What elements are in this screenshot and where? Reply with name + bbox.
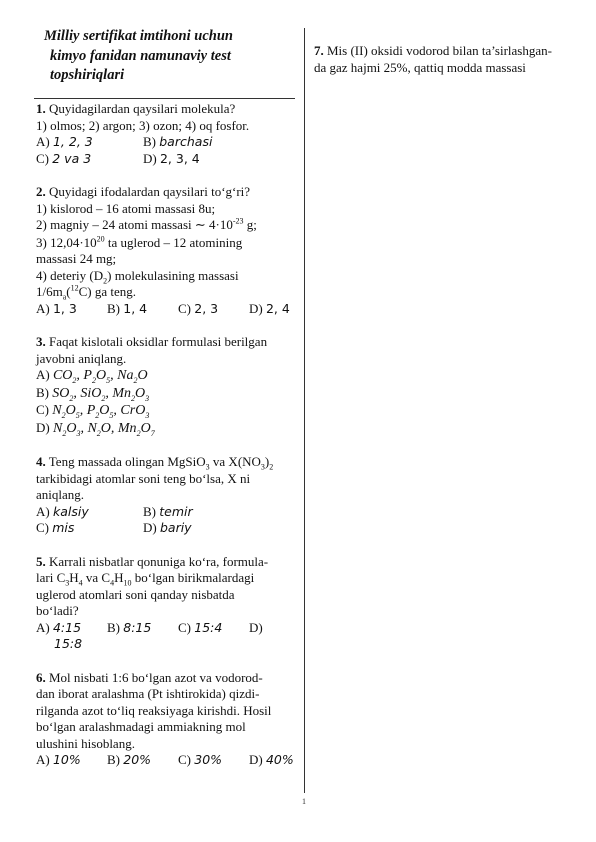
option-b[interactable]: B) 20%: [107, 752, 152, 767]
question-5-options: [36, 620, 294, 637]
option-b[interactable]: B) $SO_2$, SiO$_2$, $Mn_2O_3$: [36, 384, 150, 403]
approx-icon: ∼: [194, 218, 206, 233]
formula-list: $N_2O_3$, $N_2O$, $Mn_2O_7$: [52, 420, 155, 438]
question-3-stem: 3. Faqat kislotali oksidlar formulasi berilgan: [36, 334, 268, 349]
option-d[interactable]: D) 2, 3, 4: [143, 150, 200, 166]
question-6-stem-cont-4: ulushini hisoblang.: [36, 735, 135, 751]
option-a[interactable]: A) kalsiy: [36, 503, 89, 519]
formula-list: $SO_2$, SiO$_2$, $Mn_2O_3$: [52, 385, 150, 403]
question-2: [36, 184, 294, 317]
question-2-stem: 2. Quyidagi ifodalardan qaysilari to‘g‘ri?: [36, 184, 251, 199]
question-2-options: [36, 301, 294, 318]
option-b[interactable]: B) temir: [143, 503, 193, 519]
option-d[interactable]: D) $N_2O_3$, $N_2O$, $Mn_2O_7$: [36, 419, 155, 438]
option-c[interactable]: C) 2 va 3: [36, 150, 92, 166]
option-a[interactable]: A) 4:15: [36, 619, 82, 635]
option-d[interactable]: D) 40%: [249, 752, 294, 767]
page-number: 1: [302, 797, 306, 806]
option-c[interactable]: C) mis: [36, 520, 75, 535]
question-1: [36, 101, 294, 167]
option-a[interactable]: A) 10%: [36, 752, 81, 767]
question-5-stem-cont: lari $C_3H_4$ va $C_4H_{10}$ bo‘lgan birikmalardagi: [36, 570, 255, 588]
option-c[interactable]: C) 15:4: [178, 619, 223, 635]
column-divider: [304, 28, 305, 793]
option-c[interactable]: C) $N_2O_5$, $P_2O_5$, CrO$_3$: [36, 402, 150, 420]
question-1-options: [36, 134, 294, 167]
option-d[interactable]: D): [249, 619, 263, 635]
question-1-items: 1) olmos; 2) argon; 3) ozon; 4) oq fosfor.: [36, 117, 250, 133]
title-line-3: topshiriqlari: [50, 67, 125, 83]
option-d[interactable]: D) 2, 4: [249, 300, 290, 316]
option-b[interactable]: B) 8:15: [107, 619, 152, 635]
question-7-stem-cont: da gaz hajmi 25%, qattiq modda massasi: [314, 59, 526, 75]
question-4-stem-cont-2: aniqlang.: [36, 487, 85, 502]
question-5-stem-cont-3: bo‘ladi?: [36, 603, 79, 618]
statement-1: 1) kislorod – 16 atomi massasi 8u;: [36, 200, 216, 216]
statement-3-cont: massasi 24 mg;: [36, 251, 117, 266]
statement-4-cont: $1/6m_a(^{12}C)$ ga teng.: [36, 283, 137, 302]
question-6-stem-cont-3: bo‘lgan aralashmadagi ammiakning mol: [36, 719, 246, 734]
question-3: [36, 334, 294, 437]
question-5-stem: 5. Karrali nisbatlar qonuniga ko‘ra, formula-: [36, 553, 269, 569]
question-6-options: [36, 752, 294, 769]
question-4-stem-cont: tarkibidagi atomlar soni teng bo‘lsa, X ni: [36, 470, 251, 486]
question-7-stem: 7. Mis (II) oksidi vodorod bilan ta’sirlashgan-: [314, 43, 552, 58]
question-6: [36, 670, 294, 769]
question-4-stem: 4. Teng massada olingan MgSiO$_3$ va $X(NO_3)_2$: [36, 454, 274, 472]
option-d[interactable]: D) bariy: [143, 520, 192, 535]
question-1-stem: 1. Quyidagilardan qaysilari molekula?: [36, 101, 236, 116]
question-4: [36, 454, 294, 537]
right-column: [314, 43, 576, 93]
title-divider: [34, 98, 295, 99]
title-line-2: kimyo fanidan namunaviy test: [50, 47, 231, 64]
question-3-stem-cont: javobni aniqlang.: [36, 350, 127, 366]
option-a[interactable]: A) 1, 2, 3: [36, 134, 93, 149]
option-c[interactable]: C) 30%: [178, 752, 223, 767]
question-7: [314, 43, 576, 76]
option-d-value: 15:8: [54, 636, 83, 651]
title-line-1: Milliy sertifikat imtihoni uchun: [44, 28, 233, 44]
statement-4: 4) deteriy $(D_2)$ molekulasining massasi: [36, 267, 239, 286]
formula-list: $N_2O_5$, $P_2O_5$, CrO$_3$: [52, 403, 150, 420]
question-3-options: [36, 367, 294, 437]
option-a[interactable]: A) $CO_2$, $P_2O_5$, $Na_2O$: [36, 367, 148, 385]
question-4-options: [36, 504, 294, 537]
option-b[interactable]: B) 1, 4: [107, 300, 148, 316]
statement-3: 3) $12,04\cdot 10^{20}$ ta uglerod – 12 atomining: [36, 234, 243, 250]
question-6-stem-cont: dan iborat aralashma (Pt ishtirokida) qizdi-: [36, 686, 260, 701]
option-b[interactable]: B) barchasi: [143, 134, 213, 149]
question-5-stem-cont-2: uglerod atomlari soni qanday nisbatda: [36, 586, 235, 602]
left-column: [36, 101, 294, 786]
option-c[interactable]: C) 2, 3: [178, 300, 219, 316]
statement-2: 2) magniy – 24 atomi massasi ∼ $4\cdot 10^{-23}$ g;: [36, 216, 257, 233]
option-a[interactable]: A) 1, 3: [36, 300, 77, 316]
formula-list: $CO_2$, $P_2O_5$, $Na_2O$: [52, 368, 148, 385]
question-6-stem: 6. Mol nisbati 1:6 bo‘lgan azot va vodorod-: [36, 669, 263, 685]
document-title: [44, 27, 294, 86]
question-6-stem-cont-2: rilganda azot to‘liq reaksiyaga kirishdi. Hosil: [36, 702, 272, 718]
question-5: [36, 554, 294, 653]
